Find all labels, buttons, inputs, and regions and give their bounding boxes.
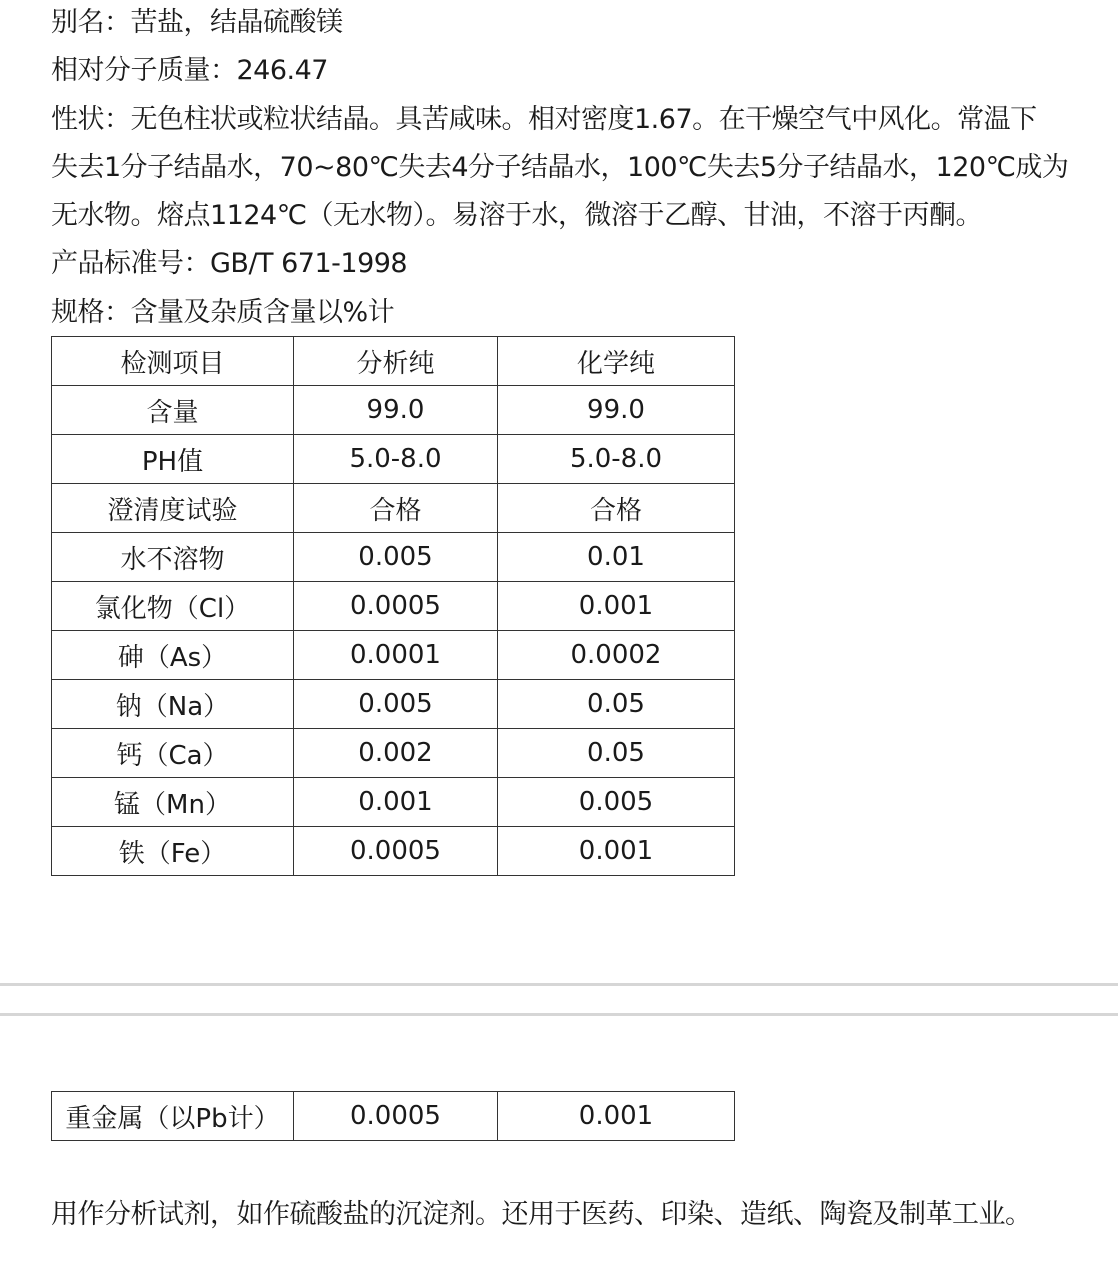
table-row	[52, 582, 735, 631]
table-cell: 0.005	[294, 533, 498, 582]
table-cell: 0.0005	[294, 827, 498, 876]
table-cell: 5.0-8.0	[294, 435, 498, 484]
table-cell: 99.0	[498, 386, 735, 435]
table-cell: 0.001	[498, 582, 735, 631]
table-cell: 重金属（以Pb计）	[52, 1092, 294, 1141]
table-cell: 0.0002	[498, 631, 735, 680]
table-cell: 氯化物（Cl）	[52, 582, 294, 631]
table-row	[52, 631, 735, 680]
table-row	[52, 680, 735, 729]
divider	[0, 1013, 1118, 1016]
table-cell: 0.0001	[294, 631, 498, 680]
table-cell: 0.0005	[294, 582, 498, 631]
table-cell: 0.001	[498, 1092, 735, 1141]
table-cell: 5.0-8.0	[498, 435, 735, 484]
table-cell: 0.005	[294, 680, 498, 729]
molecular-mass-text: 相对分子质量：246.47	[51, 55, 328, 86]
table-cell: 99.0	[294, 386, 498, 435]
table-cell: 0.05	[498, 729, 735, 778]
header-cell: 检测项目	[52, 337, 294, 386]
table-cell: 钙（Ca）	[52, 729, 294, 778]
table-row	[52, 827, 735, 876]
table-cell: 0.01	[498, 533, 735, 582]
table-row	[52, 729, 735, 778]
properties-text-3: 无水物。熔点1124℃（无水物）。易溶于水，微溶于乙醇、甘油，不溶于丙酮。	[51, 200, 983, 231]
spec-table-continued	[51, 1091, 735, 1141]
usage-text: 用作分析试剂，如作硫酸盐的沉淀剂。还用于医药、印染、造纸、陶瓷及制革工业。	[51, 1199, 1032, 1230]
table-header-row	[52, 337, 735, 386]
properties-text-2: 失去1分子结晶水，70~80℃失去4分子结晶水，100℃失去5分子结晶水，120℃成为	[51, 152, 1069, 183]
table-cell: 锰（Mn）	[52, 778, 294, 827]
standard-number-text: 产品标准号：GB/T 671-1998	[51, 248, 408, 279]
properties-text-1: 性状：无色柱状或粒状结晶。具苦咸味。相对密度1.67。在干燥空气中风化。常温下	[51, 104, 1037, 135]
table-cell: 水不溶物	[52, 533, 294, 582]
table-cell: 0.002	[294, 729, 498, 778]
table-cell: 澄清度试验	[52, 484, 294, 533]
table-cell: 含量	[52, 386, 294, 435]
table-cell: 0.001	[294, 778, 498, 827]
table-cell: 钠（Na）	[52, 680, 294, 729]
table-row	[52, 484, 735, 533]
table-row	[52, 778, 735, 827]
table-cell: 0.001	[498, 827, 735, 876]
header-cell: 化学纯	[498, 337, 735, 386]
table-cell: 0.05	[498, 680, 735, 729]
table-cell: 0.0005	[294, 1092, 498, 1141]
table-row	[52, 386, 735, 435]
table-cell: 铁（Fe）	[52, 827, 294, 876]
table-cell: 合格	[294, 484, 498, 533]
table-cell: 合格	[498, 484, 735, 533]
table-row	[52, 533, 735, 582]
divider	[0, 983, 1118, 986]
spec-label-text: 规格：含量及杂质含量以%计	[51, 297, 395, 328]
table-cell: 0.005	[498, 778, 735, 827]
table-row	[52, 1092, 735, 1141]
table-row	[52, 435, 735, 484]
table-cell: 砷（As）	[52, 631, 294, 680]
header-cell: 分析纯	[294, 337, 498, 386]
alias-text: 别名：苦盐，结晶硫酸镁	[51, 7, 343, 38]
spec-table	[51, 336, 735, 876]
table-cell: PH值	[52, 435, 294, 484]
